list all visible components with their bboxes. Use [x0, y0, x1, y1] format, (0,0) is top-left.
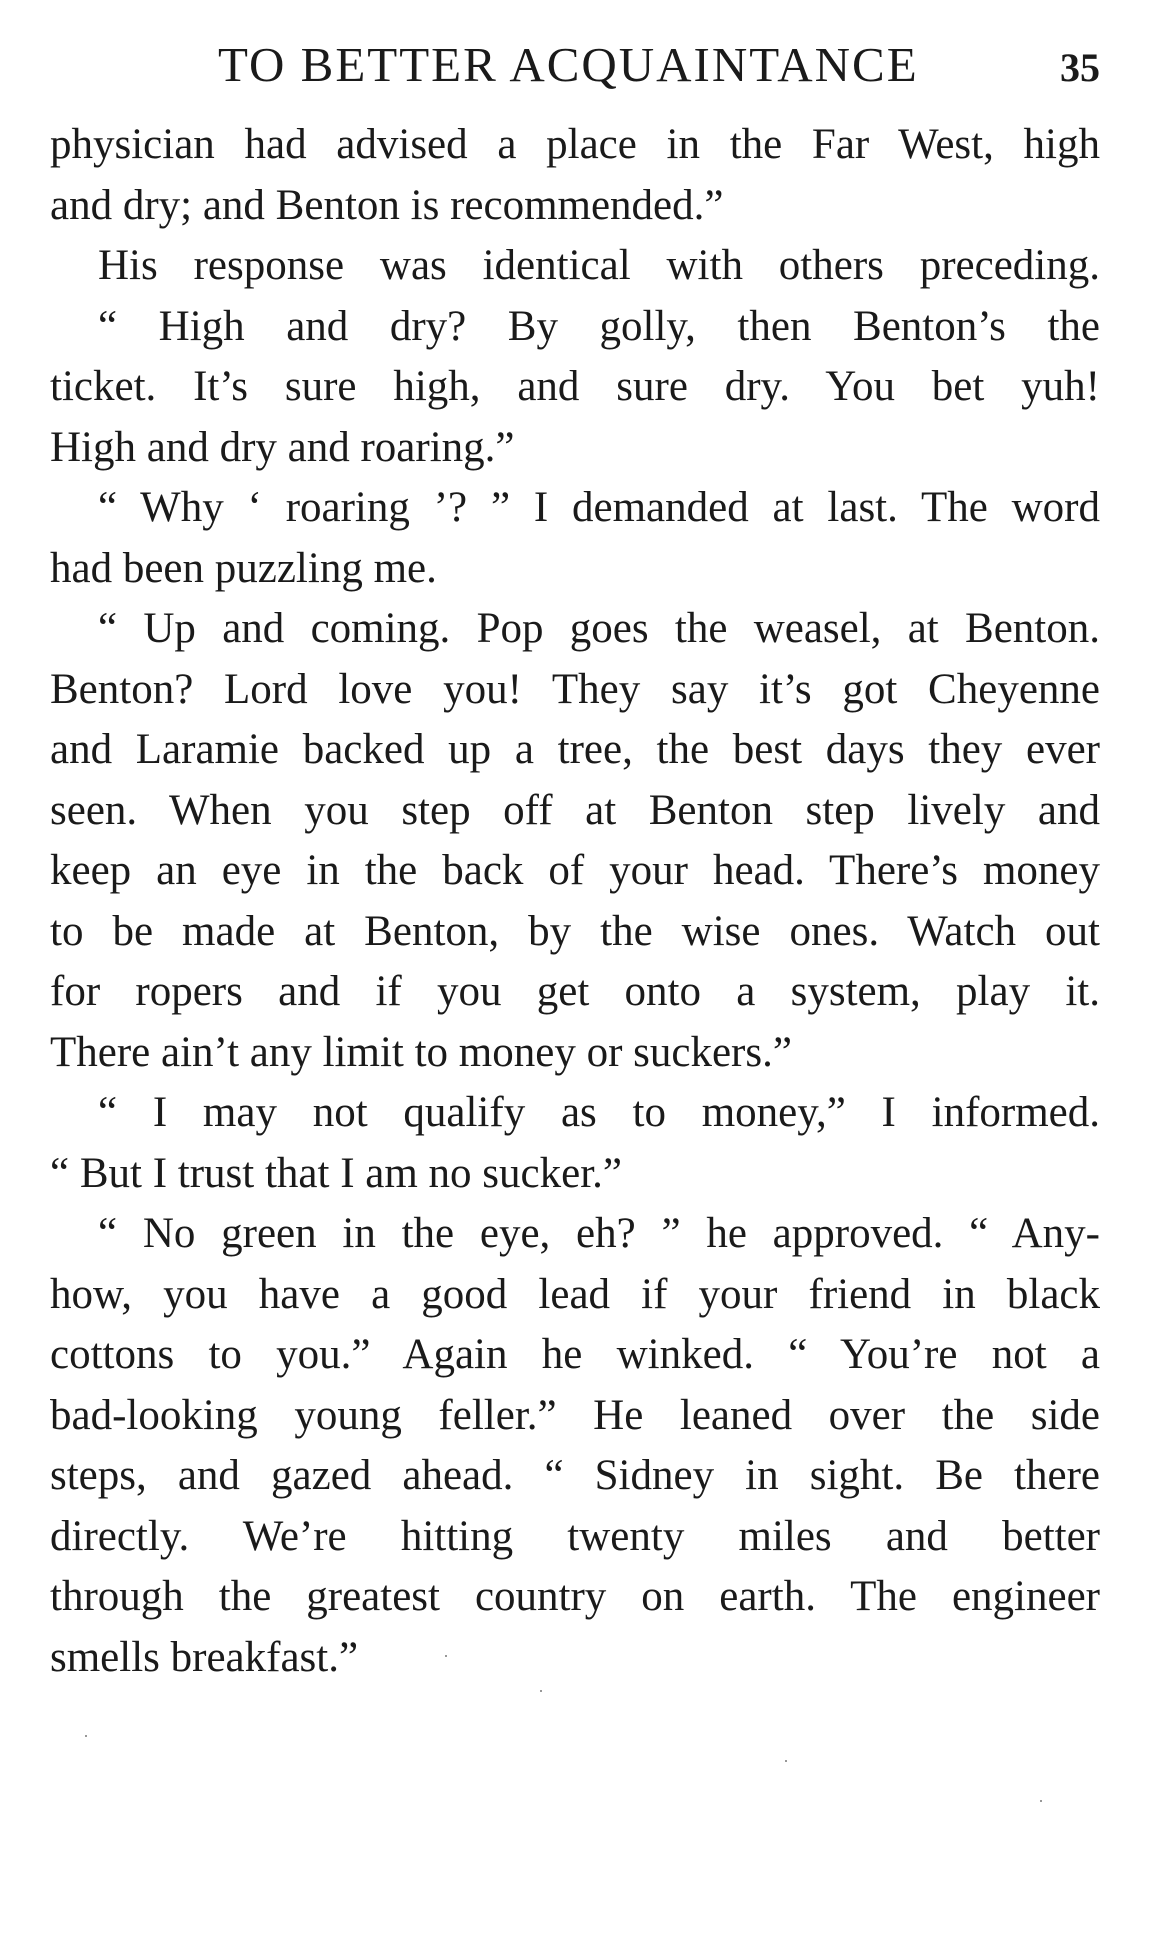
text-line: His response was identical with others preceding. [98, 242, 1100, 289]
text-line: how, you have a good lead if your friend in black [50, 1270, 1100, 1318]
text-line: bad-looking young feller.” He leaned over the side [50, 1391, 1100, 1439]
page-number: 35 [1060, 45, 1100, 90]
scan-speck [540, 1690, 542, 1692]
text-line: to be made at Benton, by the wise ones. Watch out [50, 907, 1100, 955]
scan-speck [445, 1655, 447, 1657]
text-line: seen. When you step off at Benton step lively and [50, 786, 1100, 834]
text-line: “ High and dry? By golly, then Benton’s the [98, 302, 1100, 350]
text-line: “ No green in the eye, eh? ” he approved. “ Any- [98, 1210, 1100, 1257]
text-line: through the greatest country on earth. The engineer [50, 1573, 1100, 1620]
text-line: High and dry and roaring.” [50, 423, 515, 471]
text-line: “ But I trust that I am no sucker.” [50, 1149, 622, 1197]
text-line: “ Why ‘ roaring ’? ” I demanded at last. The word [98, 484, 1100, 531]
text-line: steps, and gazed ahead. “ Sidney in sight. Be there [50, 1452, 1100, 1499]
running-head: TO BETTER ACQUAINTANCE [218, 37, 919, 92]
text-line: ticket. It’s sure high, and sure dry. You bet yuh! [50, 363, 1100, 410]
text-line: directly. We’re hitting twenty miles and better [50, 1512, 1100, 1560]
text-line: smells breakfast.” [50, 1633, 359, 1681]
text-line: “ Up and coming. Pop goes the weasel, at Benton. [98, 605, 1100, 652]
scan-speck [1040, 1800, 1042, 1802]
text-line: and Laramie backed up a tree, the best days they ever [50, 726, 1100, 773]
scan-speck [85, 1735, 87, 1737]
text-line: Benton? Lord love you! They say it’s got Cheyenne [50, 665, 1100, 713]
text-line: physician had advised a place in the Far West, high [50, 121, 1100, 168]
scan-speck [785, 1760, 787, 1762]
text-line: and dry; and Benton is recommended.” [50, 181, 724, 229]
page-body-text [50, 115, 1100, 1688]
text-line: “ I may not qualify as to money,” I informed. [98, 1089, 1100, 1136]
page-header [50, 30, 1100, 100]
text-line: keep an eye in the back of your head. There’s money [50, 847, 1100, 894]
text-line: had been puzzling me. [50, 544, 437, 592]
text-line: cottons to you.” Again he winked. “ You’re not a [50, 1331, 1100, 1378]
text-line: There ain’t any limit to money or suckers.” [50, 1028, 792, 1076]
text-line: for ropers and if you get onto a system, play it. [50, 968, 1100, 1015]
